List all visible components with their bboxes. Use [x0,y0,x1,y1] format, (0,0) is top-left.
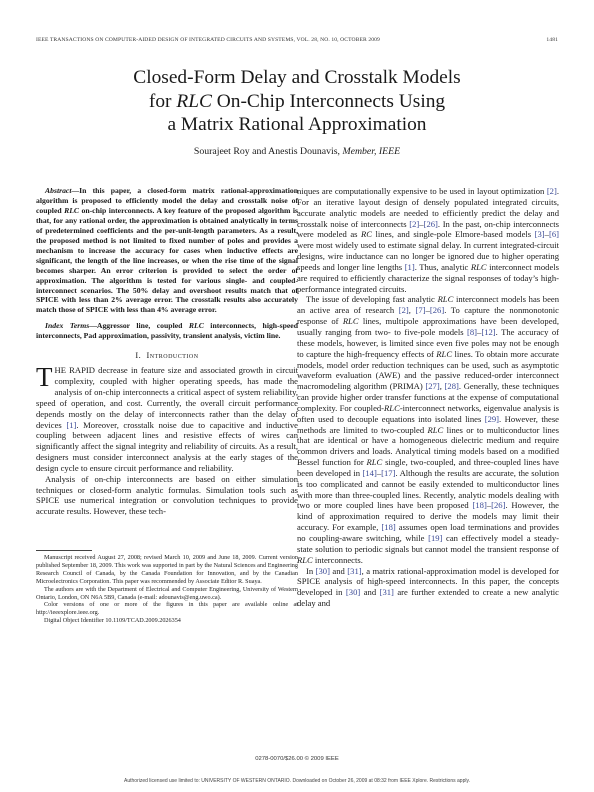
body-text: In [306,565,316,576]
citation-link[interactable]: [3] [534,229,545,240]
citation-link[interactable]: [26] [429,305,445,316]
index-terms [36,321,298,341]
citation-link[interactable]: [28] [444,381,459,392]
body-text: decrease in feature size and associated growth in circuit complexity, coupled with higher operating speeds, has made the analysis of on-chip interconnects a critical aspect of system reliability, speed of operation, and cost. Currently, the overall circuit performance depends mostly on the delay of interconnects rather than the delay of devices [36,365,298,430]
footnote-affiliation: The authors are with the Department of Electrical and Computer Engineering, University of Western Ontario, London, ON N6A 5B9, Canada (e-mail: adounavis@eng.uwo.ca). [36,585,298,601]
running-head [36,37,558,47]
intro-paragraph-2: Analysis of on-chip interconnects are based on either simulation techniques or closed-form analytic formulas. Simulation tools such as SPICE use numerical integration or convolution techniques to provide accurate results. However, these tech- [36,473,298,517]
body-text: lines. To obtain more accurate models, model order reduction techniques can be used, such as asymptotic waveform evaluation (AWE) and the passive reduced-order interconnect macromodeling algorithm (PRIMA) [297,348,560,392]
index-terms-lead: Index Terms [45,321,90,331]
citation-link[interactable]: [30] [345,587,361,598]
body-text: and [329,565,348,576]
body-text: lines or to multiconductor lines that are identical or have a homogeneous dielectric medium and require common drivers and loads. Analytical timing models based on a modified Bessel function for [297,424,559,468]
intro-paragraph-4 [297,294,559,565]
copyright-notice: 0278-0070/$26.00 © 2009 IEEE [255,756,339,762]
citation-link[interactable]: [19] [428,533,443,543]
footnotes [36,554,298,625]
index-terms-text: interconnects, high-speed interconnects, Pad approximation, passivity, transient analysis, victim line. [36,321,298,341]
author-membership: Member, IEEE [342,146,401,157]
body-text: . In the past, on-chip interconnects were modeled as [297,218,559,240]
index-terms-math: RLC [188,321,204,331]
abstract [36,186,298,315]
citation-link[interactable]: [2] [409,218,420,229]
citation-link[interactable]: [30] [315,565,330,576]
citation-link[interactable]: [1] [66,419,77,430]
body-text: , [439,381,445,392]
intro-lead-caps: HE RAPID [54,365,95,376]
inline-math: RLC [436,348,453,359]
citation-link[interactable]: [27] [425,381,440,392]
footnote-doi: Digital Object Identifier 10.1109/TCAD.2009.2026354 [44,617,181,625]
citation-link[interactable]: [17] [381,467,396,478]
page-number: 1481 [546,37,558,43]
body-text: . Moreover, crosstalk noise due to capacitive and inductive coupling between adjacent lines and resistive effects of wires can significantly affect the signal integrity and reliability of circuits. As a result, designers must consider interconnect analysis at the early stages of the design cycle to ensure circuit performance and reliability. [36,419,298,473]
abstract-lead: Abstract [45,186,72,195]
body-text: and [360,587,380,598]
section-heading-introduction [36,351,298,360]
body-text: -interconnect networks, eigenvalue analysis is often used to decouple equations into isolated lines [297,402,559,424]
left-column [36,186,298,517]
body-text: – [376,467,382,478]
body-text: . However, the kind of approximation required to derive the models may limit their accuracy. For example, [297,500,560,533]
body-text: were most widely used to estimate signal delay. In current integrated-circuit designs, wire inductance can no longer be ignored due to higher operating speeds and longer line lengths [297,240,559,272]
citation-link[interactable]: [7] [415,305,426,316]
body-text: – [477,326,482,337]
journal-name: IEEE TRANSACTIONS ON COMPUTER-AIDED DESIGN OF INTEGRATED CIRCUITS AND SYSTEMS, VOL. 28, NO. 10, OCTOBER 2009 [36,37,380,43]
body-text: niques are computationally expensive to be used in layout optimization [297,186,547,196]
citation-link[interactable]: [26] [491,500,506,511]
citation-link[interactable]: [26] [423,218,438,229]
intro-paragraph-5 [297,566,559,609]
inline-math: RLC [470,261,487,272]
title-line-2 [60,90,534,114]
body-text: . Thus, analytic [414,261,471,272]
inline-math: RLC [297,554,313,565]
body-text: . To capture the nonmonotonic response of [297,305,560,327]
body-text: – [544,229,549,240]
body-text: interconnect models are required to efficiently characterize the signal responses of today’s high-performance integrated circuits. [297,261,560,294]
body-text: The issue of developing fast analytic [306,294,438,305]
paper-title [60,66,534,137]
body-text: lines, and single-pole Elmore-based models [372,229,535,240]
license-notice: Authorized licensed use limited to: UNIVERSITY OF WESTERN ONTARIO. Downloaded on October 26, 2009 at 08:32 from IEEE Xplore. Restrictions apply. [124,778,470,784]
author-names: Sourajeet Roy and Anestis Dounavis, [193,146,340,157]
section-number: I. [135,351,142,361]
intro-paragraph-3 [297,186,559,294]
body-text: interconnects. [312,554,363,565]
body-text: , a matrix rational-approximation model is developed for SPICE analysis of high-speed interconnects. In this paper, the concepts developed in [297,565,559,598]
author-line [60,146,534,157]
title-text: On-Chip Interconnects Using [211,90,446,112]
body-text: . The accuracy of these models, however, is limited since even five poles may not be enough to capture the high-frequency effects of [297,326,559,359]
title-math: RLC [176,90,212,112]
title-line-1: Closed-Form Delay and Crosstalk Models [133,67,461,88]
right-column [297,186,559,609]
body-text: can effectively model a steady-state solution to periodic signals but cannot model the transient response of [297,533,559,554]
intro-paragraph-1 [36,362,298,473]
citation-link[interactable]: [1] [404,261,415,272]
inline-math: RLC [437,294,454,305]
citation-link[interactable]: [29] [484,413,500,424]
body-text: are further extended to create a new analytic delay and [297,587,559,609]
abstract-text: on-chip interconnects. A key feature of the proposed algorithm is that, for any rational order, the approximation is obtained analytically in terms of predetermined coefficients and the per-unit-length parameters. As a result, the proposed method is not limited to fixed number of poles and provides a mechanism to increase the accuracy for cases when inductive effects are significant, the length of the line increases, or when the rise time of the signal becomes sharper. An error criterion is provided to select the order of approximation. The algorithm is tested for various single- and coupled-interconnect scenarios. The 50% delay and overshoot results match that of SPICE with less than 2% average error. The crosstalk results also accurately match those of SPICE with less than 4% average error. [36,205,298,315]
footnote-color: Color versions of one or more of the figures in this paper are available online at http://ieeexplore.ieee.org. [36,601,298,617]
body-text: interconnect models has been an active area of research [297,294,560,316]
citation-link[interactable]: [2] [546,186,557,196]
citation-link[interactable]: [31] [347,565,362,576]
inline-math: RLC [342,316,359,327]
body-text: – [419,218,424,229]
abstract-math: RLC [64,205,80,215]
body-text: . Although the results are accurate, the solution is too complicated and cannot be easily extended to multiconductor lines with more than three-coupled lines. Recently, analytic models dealing with two or more coupled lines have been proposed [297,467,559,511]
citation-link[interactable]: [14] [362,467,377,478]
section-title: Introduction [146,351,199,361]
citation-link[interactable]: [31] [379,587,394,598]
body-text: assumes open load terminations and provides no coupling-aware switching, while [297,522,560,543]
citation-link[interactable]: [8] [467,326,478,337]
body-text: . However, these methods are limited to two-coupled [297,413,559,435]
body-text: . For an iterative layout design of densely populated integrated circuits, accurate analytic models are needed to efficiently predict the delay and crosstalk noise of interconnects [297,186,559,229]
body-text: – [425,305,430,316]
body-text: , [408,305,416,316]
body-text: . Generally, these techniques can provide higher order transfer functions at the expense of computational complexity. For coupled- [297,381,559,413]
drop-cap: T [36,362,53,393]
title-text: for [148,90,177,112]
citation-link[interactable]: [18] [381,522,396,533]
citation-link[interactable]: [2] [398,305,409,316]
inline-math: RLC [384,402,400,413]
inline-math: RLC [366,457,383,468]
citation-link[interactable]: [6] [548,229,559,240]
index-terms-text: —Aggressor line, coupled [89,321,189,331]
body-text: single, two-coupled, and three-coupled lines have been developed in [297,457,559,478]
citation-link[interactable]: [12] [481,326,496,337]
footnote-received: Manuscript received August 27, 2008; revised March 10, 2009 and June 18, 2009. Current version published September 18, 2009. This work was supported in part by the Natural Sciences and Engineering Research Council of Canada, by the Canada Foundation for Innovation, and by the Canadian Microelectronics Corporation. This paper was recommended by Associate Editor R. Suaya. [36,554,298,585]
inline-math: RLC [427,424,444,435]
footnote-divider [36,550,92,551]
abstract-text: —In this paper, a closed-form matrix rational-approximation algorithm is proposed to efficiently model the delay and crosstalk noise of coupled [36,186,298,215]
title-line-3: a Matrix Rational Approximation [167,114,427,135]
body-text: lines, multipole approximations have been developed, usually ranging from two- to five-pole models [297,316,559,337]
citation-link[interactable]: [18] [472,500,487,511]
inline-math: RC [361,229,372,240]
body-text: – [486,500,492,511]
